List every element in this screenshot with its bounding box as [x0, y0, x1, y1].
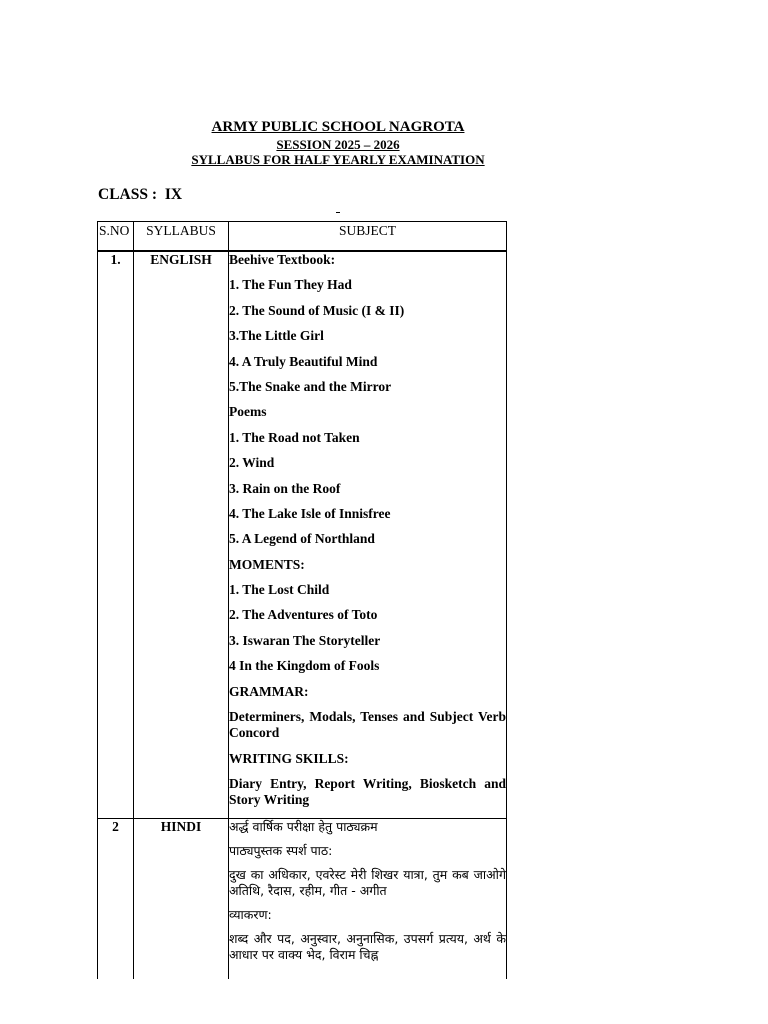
syllabus-line: Diary Entry, Report Writing, Biosketch and Story Writing: [229, 776, 506, 808]
syllabus-line: अर्द्ध वार्षिक परीक्षा हेतु पाठ्यक्रम: [229, 819, 378, 835]
syllabus-line: दुख का अधिकार, एवरेस्ट मेरी शिखर यात्रा, तुम कब जाओगे अतिथि, रैदास, रहीम, गीत - अगीत: [229, 867, 506, 899]
syllabus-line: 4 In the Kingdom of Fools: [229, 658, 380, 674]
syllabus-line: Poems: [229, 404, 267, 420]
syllabus-line: व्याकरण:: [229, 907, 272, 923]
syllabus-line: 3. Iswaran The Storyteller: [229, 632, 381, 648]
syllabus-line: 5.The Snake and the Mirror: [229, 378, 392, 394]
header-syllabus: SYLLABUS: [134, 222, 229, 252]
row-subject: HINDI: [134, 819, 229, 980]
syllabus-line: WRITING SKILLS:: [229, 751, 349, 767]
syllabus-line: Beehive Textbook:: [229, 252, 336, 267]
divider-mark: [336, 212, 340, 213]
class-label: CLASS :: [98, 186, 158, 203]
row-content: [229, 251, 507, 819]
header-sno: S.NO: [98, 222, 134, 252]
syllabus-line: 4. The Lake Isle of Innisfree: [229, 505, 391, 521]
syllabus-line: शब्द और पद, अनुस्वार, अनुनासिक, उपसर्ग प्रत्यय, अर्थ के आधार पर वाक्य भेद, विराम चिह्न: [229, 931, 506, 963]
syllabus-line: 1. The Road not Taken: [229, 429, 360, 445]
syllabus-line: 3. Rain on the Roof: [229, 480, 341, 496]
syllabus-line: 2. The Adventures of Toto: [229, 607, 378, 623]
table-header-row: [98, 222, 507, 252]
row-sno: 1.: [98, 251, 134, 819]
syllabus-line: 2. The Sound of Music (I & II): [229, 302, 405, 318]
row-content: [229, 819, 507, 980]
class-value: IX: [164, 186, 183, 203]
syllabus-line: पाठ्यपुस्तक स्पर्श पाठ:: [229, 843, 333, 859]
syllabus-line: MOMENTS:: [229, 556, 305, 572]
table-row: [98, 251, 507, 819]
row-sno: 2: [98, 819, 134, 980]
session-title: SESSION 2025 – 2026: [276, 137, 400, 152]
syllabus-table: [97, 221, 507, 979]
syllabus-line: 4. A Truly Beautiful Mind: [229, 353, 378, 369]
syllabus-line: 2. Wind: [229, 455, 275, 471]
syllabus-line: 1. The Lost Child: [229, 582, 330, 598]
row-subject: ENGLISH: [134, 251, 229, 819]
syllabus-line: 1. The Fun They Had: [229, 277, 352, 293]
syllabus-line: 3.The Little Girl: [229, 328, 324, 344]
syllabus-line: 5. A Legend of Northland: [229, 531, 375, 547]
syllabus-line: Determiners, Modals, Tenses and Subject Verb Concord: [229, 709, 506, 741]
school-name: ARMY PUBLIC SCHOOL NAGROTA: [211, 119, 465, 135]
syllabus-line: GRAMMAR:: [229, 683, 309, 699]
syllabus-title: SYLLABUS FOR HALF YEARLY EXAMINATION: [191, 152, 485, 167]
class-line: [98, 186, 182, 204]
header-subject: SUBJECT: [229, 222, 507, 252]
table-row: [98, 819, 507, 980]
